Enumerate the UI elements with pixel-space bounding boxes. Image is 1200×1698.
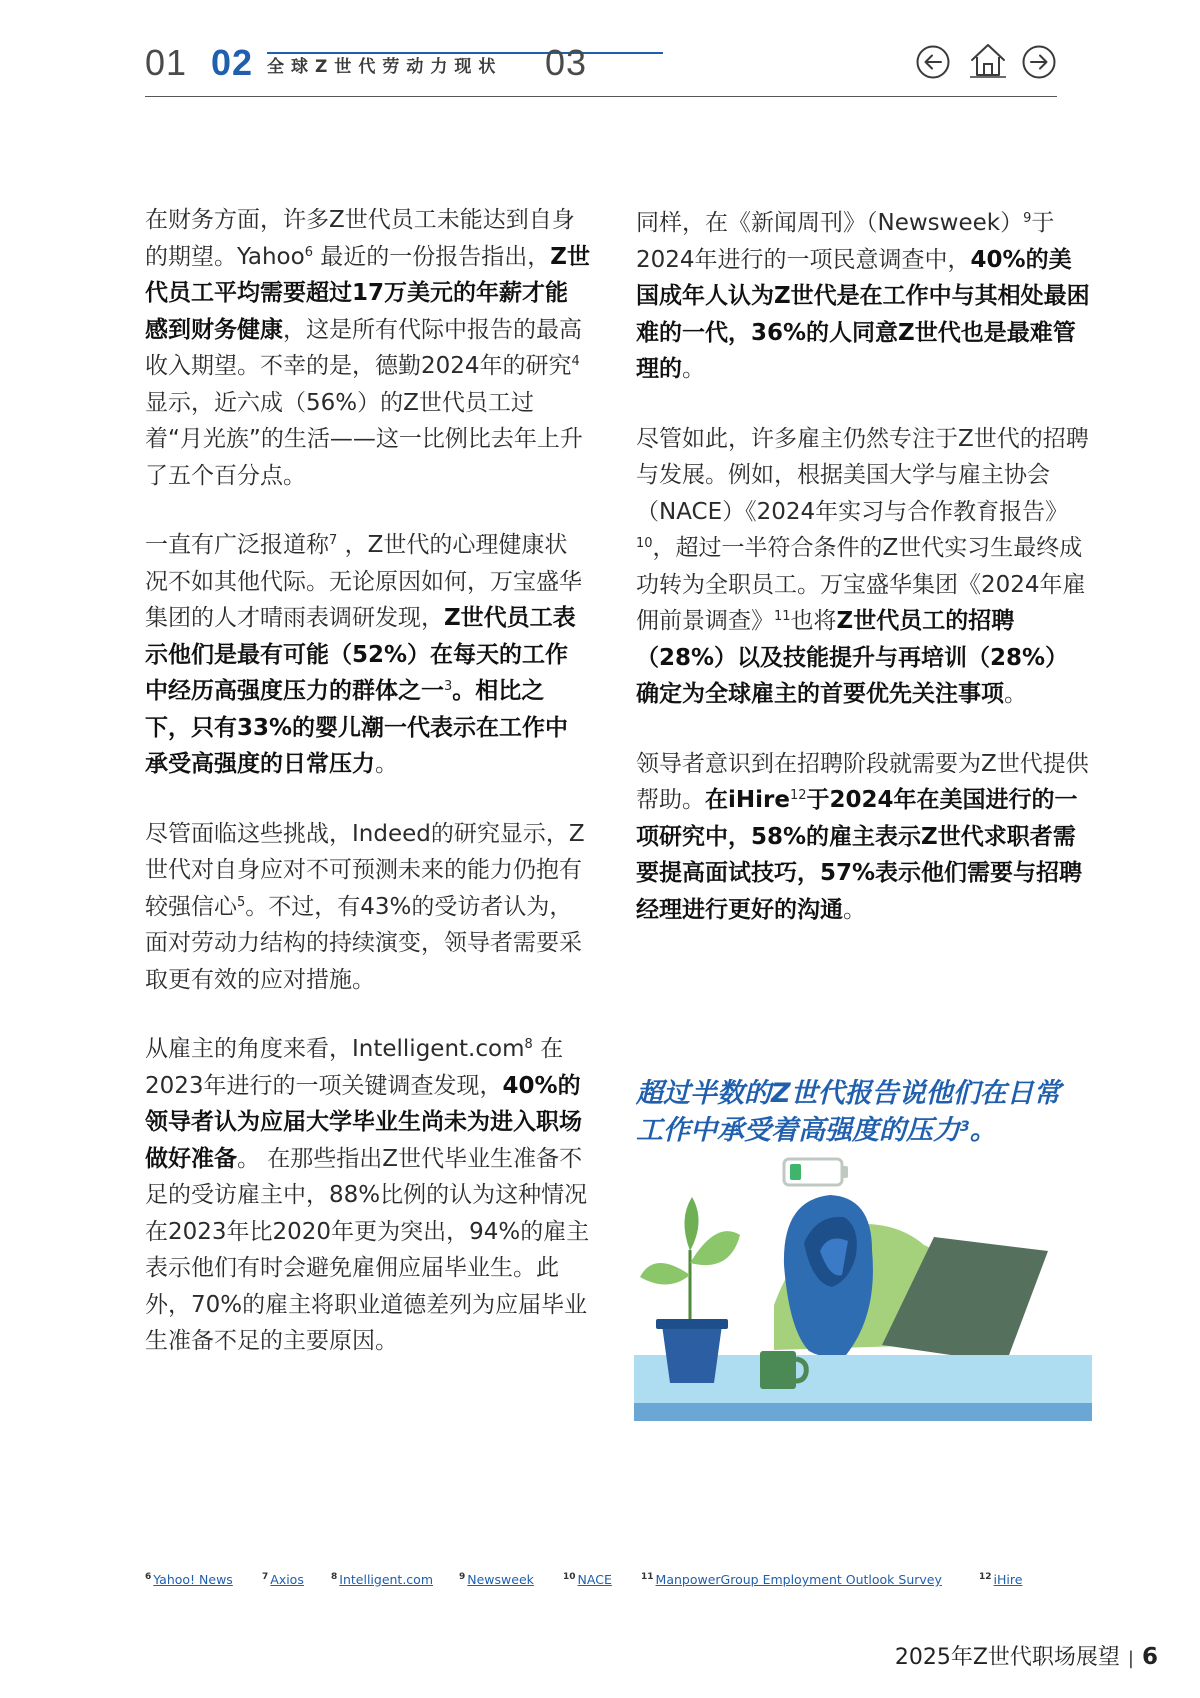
home-icon	[968, 40, 1008, 80]
pull-quote: 超过半数的Z世代报告说他们在日常工作中承受着高强度的压力$^3$。	[636, 1078, 1061, 1146]
section-title: 全球Z世代劳动力现状	[267, 52, 663, 78]
next-page-button[interactable]	[1021, 44, 1057, 80]
report-title: 2025年Z世代职场展望	[894, 1645, 1120, 1670]
page-number: 6	[1141, 1644, 1158, 1670]
footnote-ref[interactable]: 7	[329, 533, 338, 548]
paragraph-employer-view: 从雇主的角度来看，Intelligent.com$^8$ 在2023年进行的一项关键调查发现，40%的领导者认为应届大学毕业生尚未为进入职场做好准备。 在那些指出Z世代毕业生准备不足的受访雇主中，88%比例的认为这种情况在2023年比2020年更为突出，94%的雇主表示他们有时会避免雇佣应届毕业生。此外，70%的雇主将职业道德差列为应届毕业生准备不足的主要原因。	[145, 1036, 590, 1354]
page-footer	[800, 1640, 1158, 1671]
footnote-12-link[interactable]: $^{12}$ iHire	[979, 1572, 1023, 1588]
arrow-right-circle-icon	[1021, 44, 1057, 80]
footnote-ref[interactable]: 6	[304, 244, 313, 260]
paragraph-ihire: 领导者意识到在招聘阶段就需要为Z世代提供帮助。在iHire$^{12}$于2024年在美国进行的一项研究中，58%的雇主表示Z世代求职者需要提高面试技巧，57%表示他们需要与招聘经理进行更好的沟通。	[636, 750, 1089, 923]
footnote-ref[interactable]: 9	[1023, 211, 1032, 226]
paragraph-newsweek: 同样，在《新闻周刊》（Newsweek）$^9$于2024年进行的一项民意调查中，40%的美国成年人认为Z世代是在工作中与其相处最困难的一代，36%的人同意Z世代也是最难管理的。	[636, 210, 1090, 382]
paragraph-hiring-focus: 尽管如此，许多雇主仍然专注于Z世代的招聘与发展。例如，根据美国大学与雇主协会（NACE）《2024年实习与合作教育报告》$^{10}$，超过一半符合条件的Z世代实习生最终成功转为全职员工。万宝盛华集团《2024年雇佣前景调查》$^{11}$也将Z世代员工的招聘（28%）以及技能提升与再培训（28%）确定为全球雇主的首要优先关注事项。	[636, 425, 1089, 707]
page-header	[145, 40, 1057, 97]
footnote-8-link[interactable]: $^8$ Intelligent.com	[331, 1572, 434, 1588]
footnote-10-link[interactable]: $^{10}$ NACE	[563, 1572, 612, 1588]
footnote-7-link[interactable]: $^7$ Axios	[262, 1572, 304, 1588]
footnote-6-link[interactable]: $^6$ Yahoo! News	[145, 1572, 233, 1588]
paragraph-finance: 在财务方面，许多Z世代员工未能达到自身的期望。Yahoo$^6$ 最近的一份报告指出，Z世代员工平均需要超过17万美元的年薪才能感到财务健康，这是所有代际中报告的最高收入期望。不幸的是，德勤2024年的研究$^4$显示，近六成（56%）的Z世代员工过着“月光族”的生活——这一比例比去年上升了五个百分点。	[145, 207, 590, 489]
arrow-left-circle-icon	[915, 44, 951, 80]
footer-separator: |	[1127, 1648, 1134, 1669]
section-03-link[interactable]: 03	[545, 42, 588, 83]
home-button[interactable]	[968, 40, 1008, 80]
prev-page-button[interactable]	[915, 44, 951, 80]
battery-low-icon	[784, 1159, 848, 1185]
footnote-ref[interactable]: 5	[237, 894, 246, 910]
footnote-ref[interactable]: 4	[571, 354, 580, 369]
paragraph-mental-health: 一直有广泛报道称$^7$ ，Z世代的心理健康状况不如其他代际。无论原因如何，万宝盛华集团的人才晴雨表调研发现，Z世代员工表示他们是最有可能（52%）在每天的工作中经历高强度压力的群体之一$^3$。相比之下，只有33%的婴儿潮一代表示在工作中承受高强度的日常压力。	[145, 532, 582, 777]
stressed-worker-illustration	[634, 1155, 1092, 1425]
footnote-ref[interactable]: 12	[789, 788, 807, 803]
footnote-ref[interactable]: 8	[524, 1037, 533, 1052]
footnote-ref[interactable]: 10	[636, 536, 653, 551]
footnote-ref[interactable]: 11	[774, 609, 791, 624]
footnote-11-link[interactable]: $^{11}$ ManpowerGroup Employment Outlook Survey	[641, 1572, 942, 1588]
footnote-9-link[interactable]: $^9$ Newsweek	[459, 1572, 534, 1588]
right-column	[636, 205, 1091, 961]
section-02-current[interactable]: 02	[211, 42, 254, 83]
footnote-ref[interactable]: 3	[444, 679, 453, 694]
paragraph-confidence: 尽管面临这些挑战，Indeed的研究显示，Z世代对自身应对不可预测未来的能力仍抱有较强信心$^5$。不过，有43%的受访者认为，面对劳动力结构的持续演变，领导者需要采取更有效的应对措施。	[145, 820, 585, 993]
footnote-links	[145, 1572, 1095, 1596]
section-01-link[interactable]: 01	[145, 42, 188, 83]
left-column	[145, 202, 590, 1393]
